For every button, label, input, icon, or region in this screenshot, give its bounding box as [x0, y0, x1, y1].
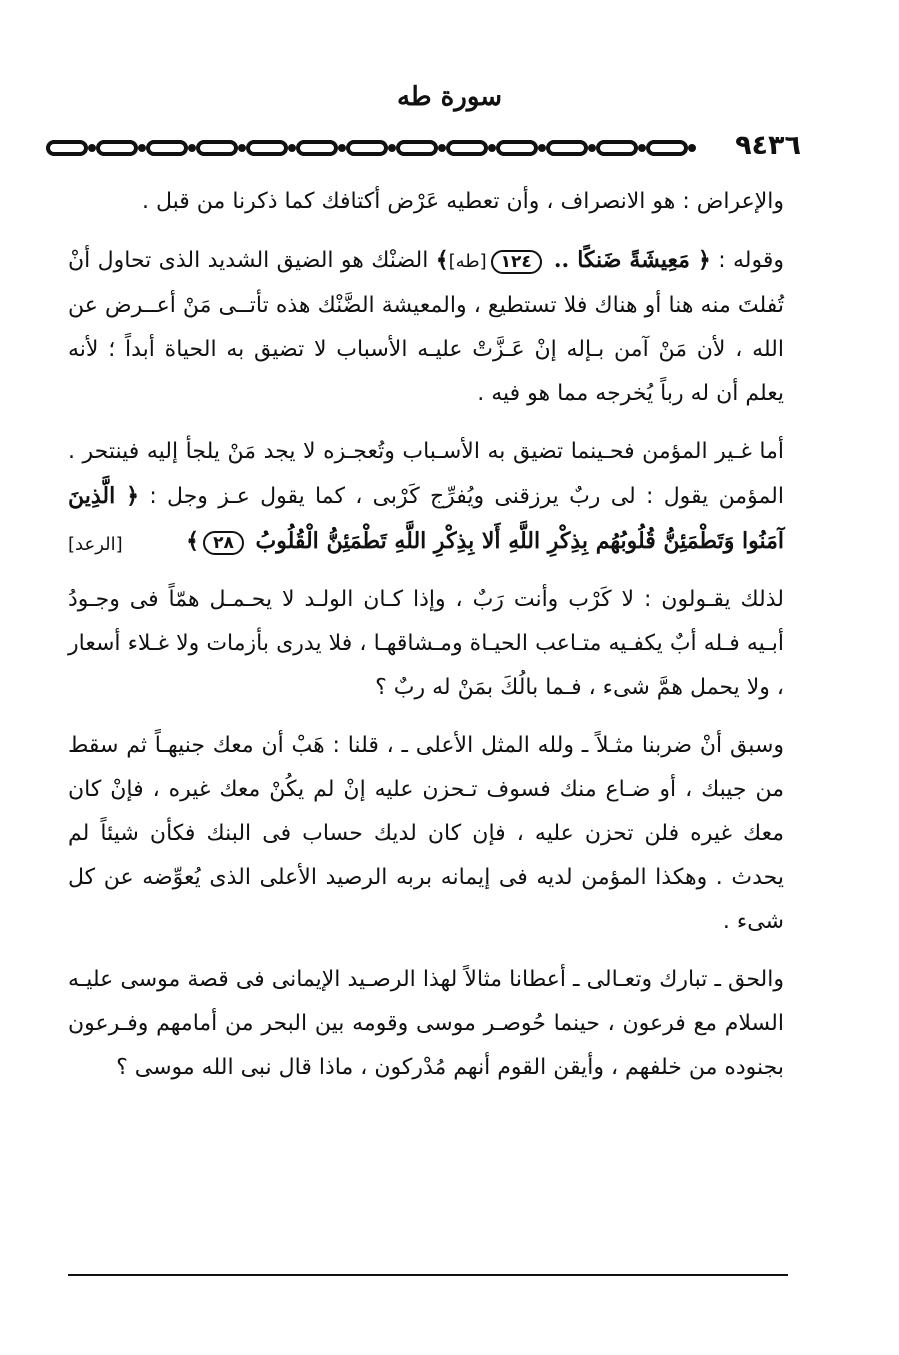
- paragraph-6: [68, 958, 784, 1090]
- chain-ornament-icon: [44, 135, 804, 161]
- paragraph-1: [68, 180, 784, 224]
- paragraph-2: [68, 238, 784, 416]
- paragraph-text: أما غـير المؤمن فحـينما تضيق به الأسـباب وتُعجـزه لا يجد مَنْ يلجأ إليه فينتحر . المؤمن يقول : لى ربٌ يرزقنى ويُفرِّج كَرْبى ، كما يقول عـز وجل :: [68, 439, 784, 509]
- surah-title: سورة طه: [396, 82, 503, 112]
- ornamental-border: [44, 135, 804, 161]
- paragraph-text: وقوله :: [710, 248, 785, 273]
- ayah-number-badge: ٢٨: [203, 531, 244, 555]
- page-body: [68, 180, 784, 1104]
- paragraph-text: وسبق أنْ ضربنا مثـلاً ـ ولله المثل الأعلى ـ ، قلنا : هَبْ أن معك جنيهـاً ثم سقط من جيبك ، أو ضـاع منك فسوف تـحزن عليه إنْ لم يكُنْ معك غيره ، فإنْ كان معك غيره فلن تحزن عليه ، فإن كان لديك حساب فى البنك فكأن شيئاً لم يحدث . وهكذا المؤمن لديه فى إيمانه بربه الرصيد الأعلى الذى يُعوِّضه عن كل شىء .: [68, 733, 784, 934]
- surah-reference: [الرعد]: [68, 534, 123, 555]
- quran-close-bracket: ﴾: [186, 528, 200, 554]
- quran-close-bracket: ﴾: [435, 247, 449, 273]
- paragraph-text: والحق ـ تبارك وتعـالى ـ أعطانا مثالاً لهذا الرصـيد الإيمانى فى قصة موسى عليـه السلام مع فرعون ، حينما حُوصـر موسى وقومه بين البحر من أمامهم وفـرعون بجنوده من خلفهم ، وأيقن القوم أنهم مُدْركون ، ماذا قال نبى الله موسى ؟: [68, 967, 784, 1080]
- paragraph-5: [68, 724, 784, 944]
- paragraph-text: والإعراض : هو الانصراف ، وأن تعطيه عَرْض أكتافك كما ذكرنا من قبل .: [142, 189, 784, 214]
- footer-divider: [68, 1274, 788, 1276]
- ayah-number-badge: ١٢٤: [491, 250, 542, 274]
- paragraph-3: [68, 430, 784, 564]
- surah-reference: [طه]: [448, 251, 487, 272]
- paragraph-text: لذلك يقـولون : لا كَرْب وأنت رَبٌ ، وإذا كـان الولـد لا يحـمـل همّاً فى وجـودُ أبـيه فـله أبٌ يكفـيه متـاعب الحيـاة ومـشاقهـا ، فلا يدرى بأزمات ولا غـلاء أسعار ، ولا يحمل همَّ شىء ، فـما بالُكَ بمَنْ له ربٌ ؟: [68, 587, 784, 700]
- paragraph-text: الضنْك هو الضيق الشديد الذى تحاول أنْ تُفلتَ منه هنا أو هناك فلا تستطيع ، والمعيشة الضَّنْك هذه تأتــى مَنْ أعــرض عن الله ، لأن مَنْ آمن بـإله إنْ عَـزَّتْ عليـه الأسباب لا تضيق به الحياة أبداً ؛ لأنه يعلم أن له رباً يُخرجه مما هو فيه .: [68, 248, 784, 406]
- quran-verse: ﴿ الَّذِينَ آمَنُوا وَتَطْمَئِنُّ قُلُوبُهُم بِذِكْرِ اللَّهِ أَلا بِذِكْرِ اللَّهِ تَطْمَئِنُّ الْقُلُوبُ: [68, 483, 784, 554]
- quran-verse: ﴿ مَعِيشَةً ضَنكًا ..: [545, 247, 711, 273]
- page-number: ٩٤٣٦: [729, 131, 807, 161]
- page-header: [0, 82, 899, 112]
- paragraph-4: [68, 578, 784, 710]
